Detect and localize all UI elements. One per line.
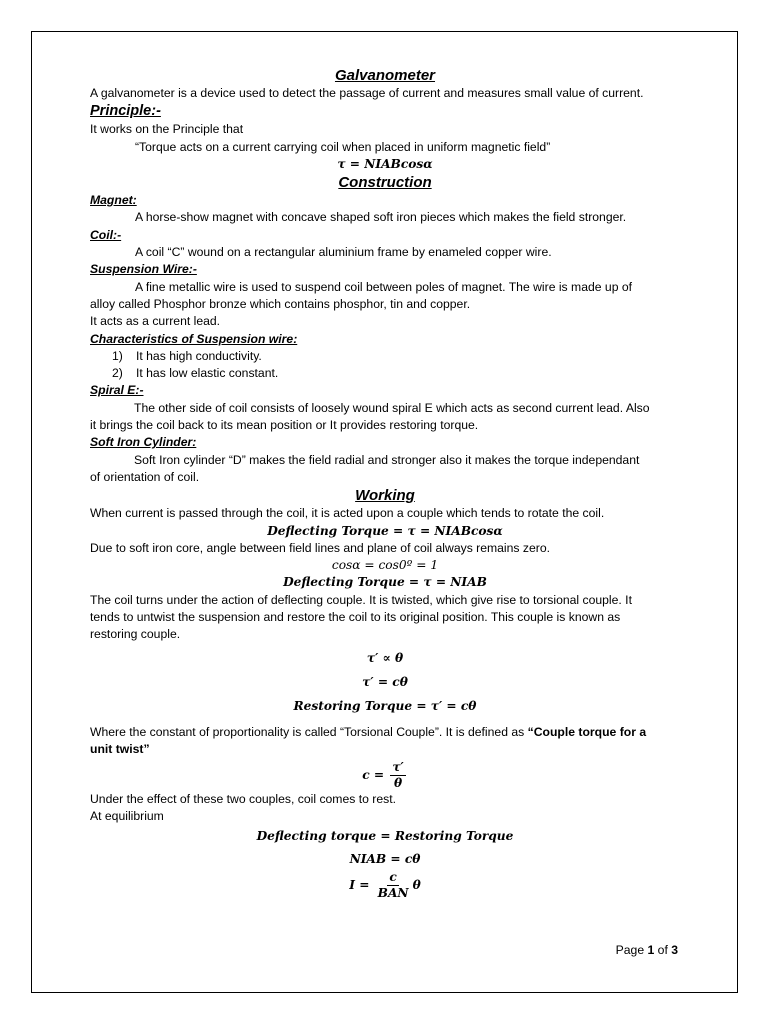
list-number: 1) <box>112 348 123 363</box>
suspension-text-2: alloy called Phosphor bronze which contains phosphor, tin and copper. <box>90 296 471 311</box>
coil-heading: Coil:- <box>90 227 122 242</box>
equation-deflecting-torque: Deflecting Torque = τ = NIABcosα <box>267 523 503 538</box>
principle-heading: Principle:- <box>90 103 161 120</box>
construction-heading: Construction <box>338 174 432 192</box>
equation-c-fraction <box>90 760 680 791</box>
spiral-text-2: it brings the coil back to its mean position or It provides restoring torque. <box>90 418 479 433</box>
cylinder-text-1: Soft Iron cylinder “D” makes the field radial and stronger also it makes the torque independant <box>134 452 640 467</box>
equation-niab: NIAB = cθ <box>349 851 421 866</box>
document-body <box>90 66 680 901</box>
page-number <box>616 943 678 957</box>
definition-plain: Where the constant of proportionality is called “Torsional Couple”. It is defined as <box>90 724 528 739</box>
list-item <box>90 348 680 365</box>
cylinder-text-2: of orientation of coil. <box>90 469 200 484</box>
eq-i-rhs: θ <box>412 878 421 893</box>
fraction <box>390 760 405 791</box>
fraction-numerator: τ′ <box>392 760 404 775</box>
eq-c-lhs: c = <box>362 768 385 783</box>
suspension-text-1: A fine metallic wire is used to suspend coil between poles of magnet. The wire is made up of <box>135 279 633 294</box>
cylinder-heading: Soft Iron Cylinder: <box>90 435 197 450</box>
of-word: of <box>654 943 672 957</box>
equation-proportional: τ′ ∝ θ <box>366 650 404 665</box>
working-line-1: When current is passed through the coil, it is acted upon a couple which tends to rotate the coil. <box>90 506 605 521</box>
eq-i-lhs: I = <box>349 878 370 893</box>
spiral-heading: Spiral E:- <box>90 383 144 398</box>
working-line-2: Due to soft iron core, angle between field lines and plane of coil always remains zero. <box>90 540 550 555</box>
working-para-1: The coil turns under the action of deflecting couple. It is twisted, which give rise to torsional couple. It <box>90 592 632 607</box>
coil-text: A coil “C” wound on a rectangular aluminium frame by enameled copper wire. <box>135 245 552 260</box>
fraction-denominator: θ <box>394 776 403 791</box>
working-para-3: restoring couple. <box>90 627 181 642</box>
equation-equilibrium: Deflecting torque = Restoring Torque <box>256 828 514 843</box>
fraction-numerator: c <box>389 870 397 885</box>
list-number: 2) <box>112 366 123 381</box>
page-current: 1 <box>647 943 655 957</box>
equation-current <box>90 870 680 901</box>
principle-line: It works on the Principle that <box>90 122 244 137</box>
magnet-heading: Magnet: <box>90 193 137 208</box>
document-title: Galvanometer <box>334 67 436 84</box>
suspension-text-3: It acts as a current lead. <box>90 314 221 329</box>
intro-text: A galvanometer is a device used to detect the passage of current and measures small value of current. <box>90 86 644 100</box>
principle-quote: “Torque acts on a current carrying coil when placed in uniform magnetic field” <box>135 139 551 154</box>
list-text: It has low elastic constant. <box>136 366 279 381</box>
suspension-heading: Suspension Wire:- <box>90 262 197 277</box>
page-word: Page <box>615 943 648 957</box>
equation-torsion: τ′ = cθ <box>362 674 408 689</box>
list-text: It has high conductivity. <box>136 348 262 363</box>
characteristics-heading: Characteristics of Suspension wire: <box>90 331 298 346</box>
fraction-denominator: BAN <box>377 886 409 901</box>
magnet-text: A horse-show magnet with concave shaped soft iron pieces which makes the field stronger. <box>135 210 627 225</box>
definition-text <box>90 724 680 741</box>
equation-deflecting-torque-2: Deflecting Torque = τ = NIAB <box>283 575 487 590</box>
page-total: 3 <box>671 943 678 957</box>
fraction <box>376 870 411 901</box>
working-line-3: Under the effect of these two couples, coil comes to rest. <box>90 792 396 807</box>
working-line-4: At equilibrium <box>90 809 164 824</box>
spiral-text-1: The other side of coil consists of loosely wound spiral E which acts as second current lead. Also <box>134 400 650 415</box>
equation-cos: cosα = cos0º = 1 <box>331 558 439 573</box>
equation-restoring-torque: Restoring Torque = τ′ = cθ <box>293 699 477 714</box>
list-item <box>90 365 680 382</box>
definition-bold-2: unit twist” <box>90 741 150 756</box>
principle-formula: τ = NIABcosα <box>337 156 433 171</box>
definition-bold: “Couple torque for a <box>527 724 647 739</box>
working-heading: Working <box>355 487 415 505</box>
working-para-2: tends to untwist the suspension and restore the coil to its original position. This couple is known as <box>90 610 621 625</box>
